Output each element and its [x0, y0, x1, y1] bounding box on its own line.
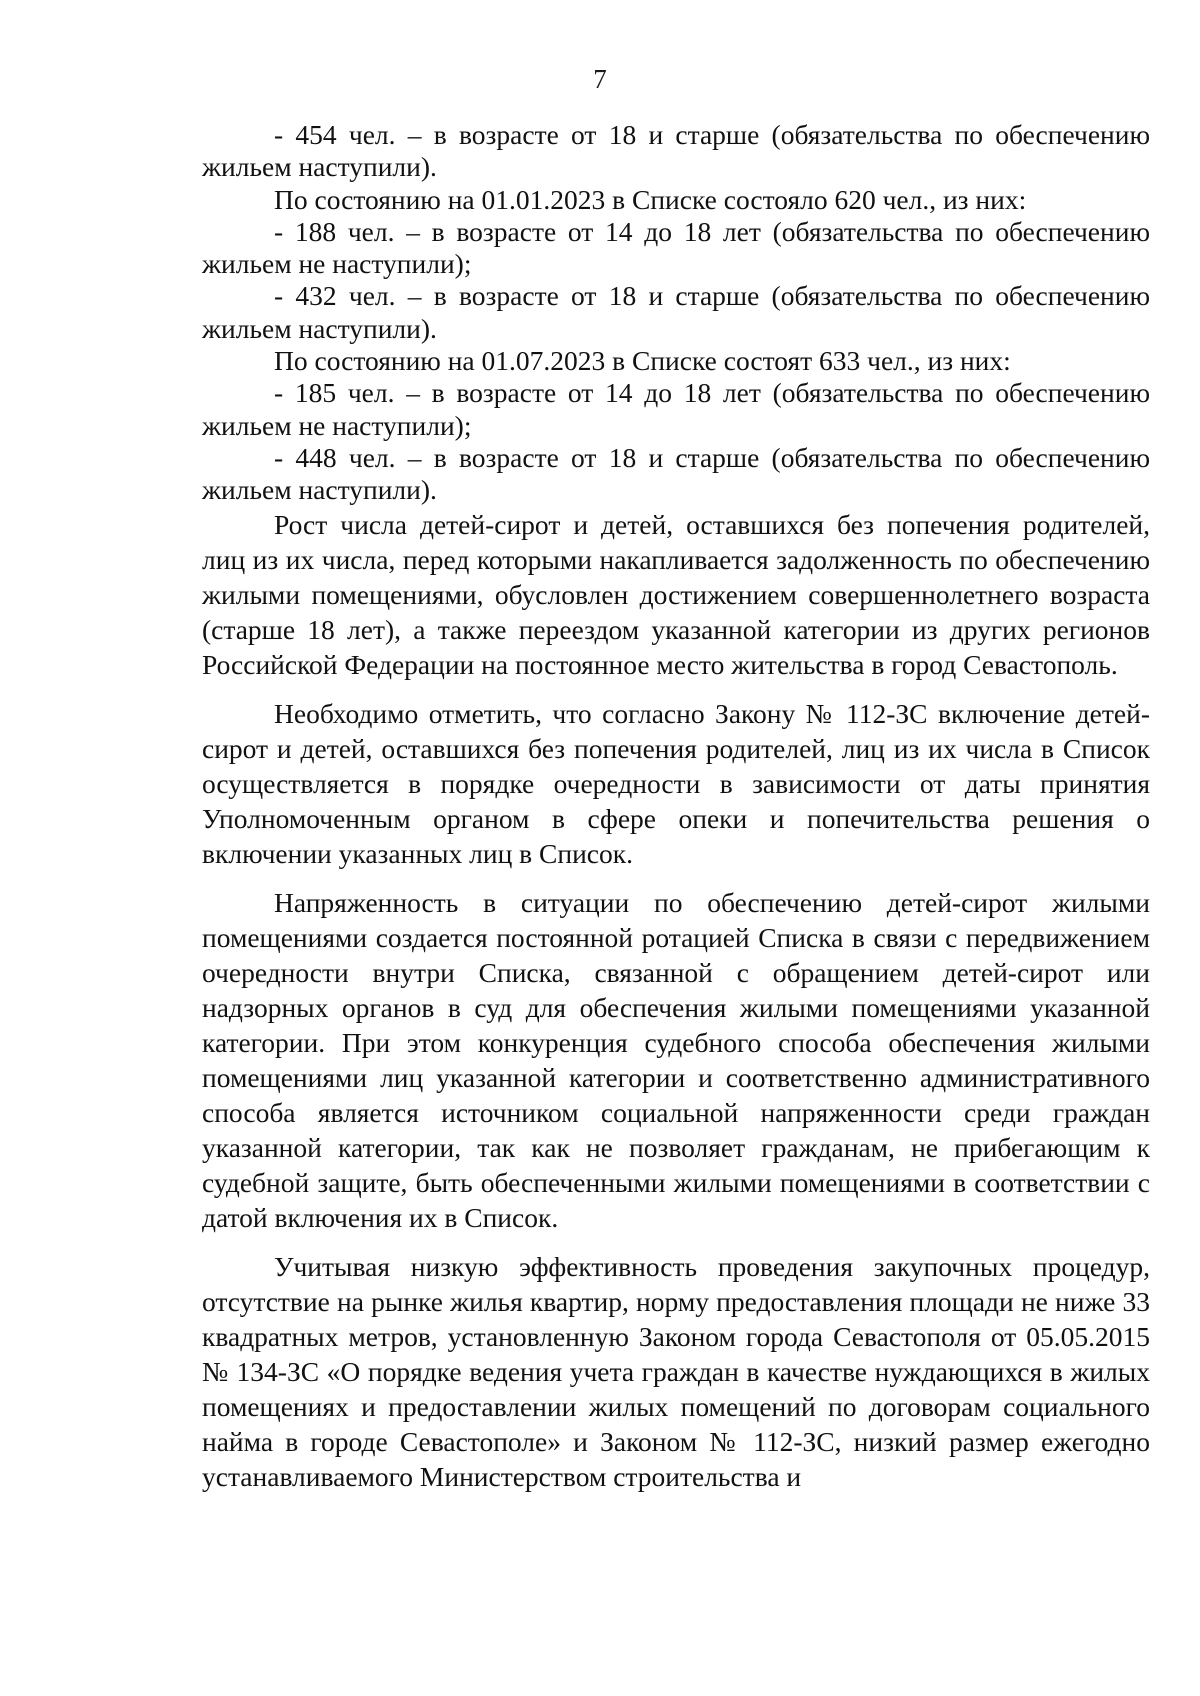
paragraph-procurement: Учитывая низкую эффективность проведения закупочных процедур, отсутствие на рынке жилья квартир, норму предоставления площади не ниже 33 квадратных метров, установленную Законом города Севастополя от 05.05.2015 № 134-ЗС «О порядке ведения учета граждан в качестве нуждающихся в жилых помещениях и предоставлении жилых помещений по договорам социального найма в городе Севастополе» и Законом № 112-ЗС, низкий размер ежегодно устанавливаемого Министерством строительства и — [202, 1250, 1150, 1492]
document-body — [202, 119, 1150, 1494]
paragraph-status-2023-07: По состоянию на 01.07.2023 в Списке состоят 633 чел., из них: — [274, 345, 1011, 377]
paragraph-law-112-zs: Необходимо отметить, что согласно Закону № 112-ЗС включение детей-сирот и детей, оставшихся без попечения родителей, лиц из их числа в Список осуществляется в порядке очередности в зависимости от даты принятия Уполномоченным органом в сфере опеки и попечительства решения о включении указанных лиц в Список. — [202, 697, 1150, 869]
paragraph-count-185: - 185 чел. – в возрасте от 14 до 18 лет (обязательства по обеспечению жильем не наступили); — [202, 377, 1150, 441]
page-number: 7 — [593, 64, 607, 94]
paragraph-status-2023-01: По состоянию на 01.01.2023 в Списке состояло 620 чел., из них: — [274, 183, 1027, 215]
paragraph-count-432: - 432 чел. – в возрасте от 18 и старше (обязательства по обеспечению жильем наступили). — [202, 280, 1150, 344]
paragraph-growth-reasons: Рост числа детей-сирот и детей, оставшихся без попечения родителей, лиц из их числа, перед которыми накапливается задолженность по обеспечению жилыми помещениями, обусловлен достижением совершеннолетнего возраста (старше 18 лет), а также переездом указанной категории из других регионов Российской Федерации на постоянное место жительства в город Севастополь. — [202, 508, 1150, 680]
paragraph-count-448: - 448 чел. – в возрасте от 18 и старше (обязательства по обеспечению жильем наступили). — [202, 441, 1150, 506]
paragraph-count-454: - 454 чел. – в возрасте от 18 и старше (обязательства по обеспечению жильем наступили). — [202, 119, 1150, 183]
paragraph-tension: Напряженность в ситуации по обеспечению детей-сирот жилыми помещениями создается постоянной ротацией Списка в связи с передвижением очередности внутри Списка, связанной с обращением детей-сирот или надзорных органов в суд для обеспечения жилыми помещениями указанной категории. При этом конкуренция судебного способа обеспечения жилыми помещениями лиц указанной категории и соответственно административного способа является источником социальной напряженности среди граждан указанной категории, так как не позволяет гражданам, не прибегающим к судебной защите, быть обеспеченными жилыми помещениями в соответствии с датой включения их в Список. — [202, 886, 1150, 1233]
paragraph-count-188: - 188 чел. – в возрасте от 14 до 18 лет (обязательства по обеспечению жильем не наступили); — [202, 215, 1150, 280]
